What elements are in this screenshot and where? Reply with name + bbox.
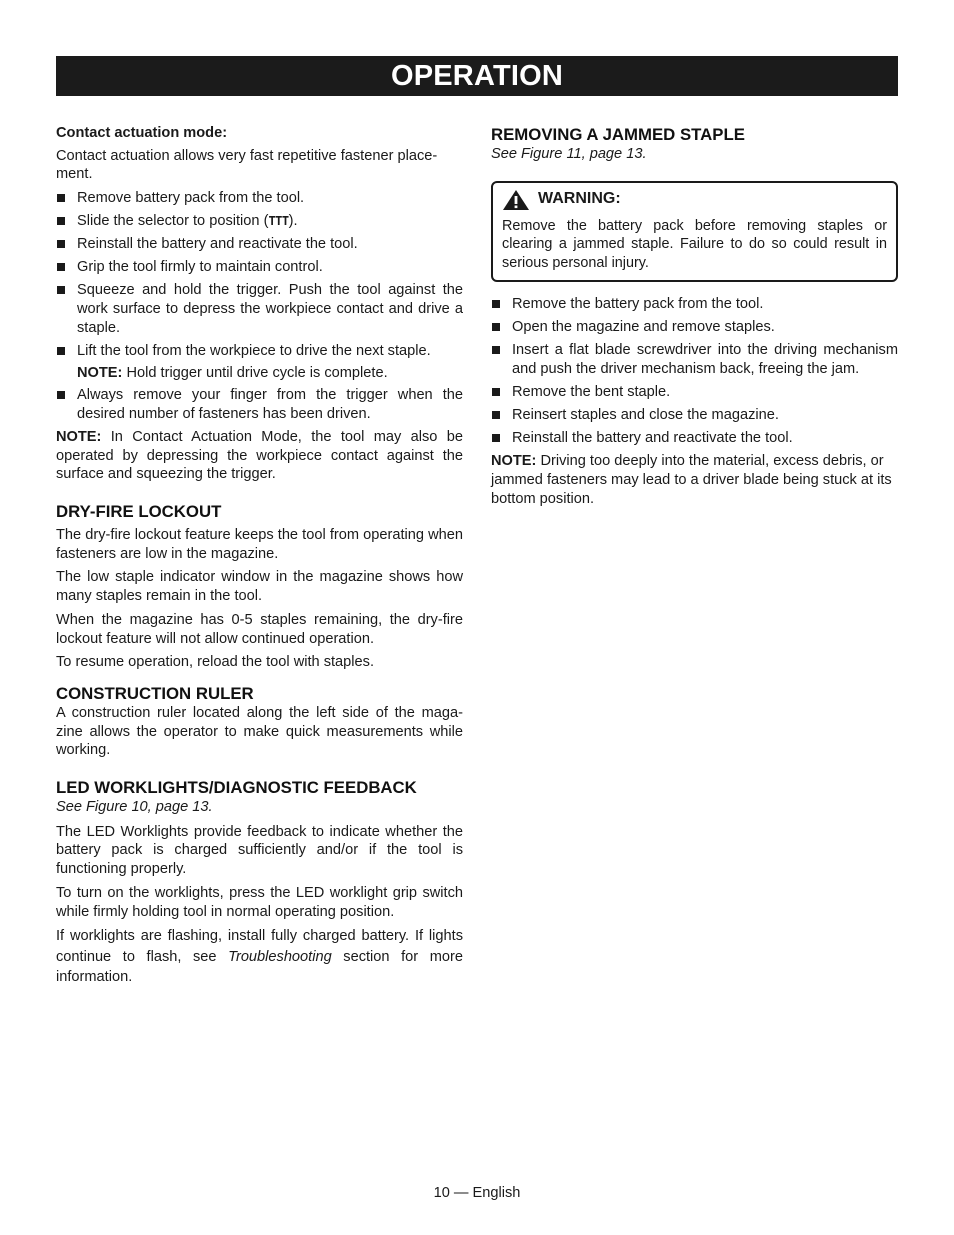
bullet-square-icon (492, 411, 500, 419)
led-paragraph: If worklights are flashing, install fully charged battery. If lights continue to flash, see Troubleshooting section for more information. (56, 928, 463, 986)
jam-removal-steps (491, 295, 898, 447)
list-item: Reinsert staples and close the magazine. (491, 406, 898, 425)
construction-ruler-heading: CONSTRUCTION RULER (56, 683, 254, 703)
warning-header (502, 189, 887, 211)
list-item: Reinstall the battery and reactivate the tool. (491, 429, 898, 448)
bullet-square-icon (492, 300, 500, 308)
bullet-square-icon (492, 388, 500, 396)
dry-fire-paragraph: The dry-fire lockout feature keeps the tool from operating when fasteners are low in the magazine. (56, 527, 463, 562)
figure-reference: See Figure 11, page 13. (491, 146, 647, 162)
list-item: Insert a flat blade screwdriver into the driving mechanism and push the driver mechanism back, freeing the jam. (491, 341, 898, 378)
right-column (491, 124, 898, 513)
led-paragraph: The LED Worklights provide feedback to indicate whether the battery pack is charged sufficiently and/or if the tool is functioning properly. (56, 823, 463, 878)
contact-mode-symbol-icon: TTT (268, 214, 289, 229)
contact-mode-note: NOTE: In Contact Actuation Mode, the tool may also be operated by depressing the workpiece contact against the surface and squeezing the trigger. (56, 428, 463, 483)
bullet-square-icon (492, 323, 500, 331)
bullet-square-icon (57, 217, 65, 225)
bullet-square-icon (57, 391, 65, 399)
bullet-square-icon (492, 346, 500, 354)
contact-mode-intro: Contact actuation allows very fast repetitive fastener place- ment. (56, 147, 438, 183)
bullet-square-icon (57, 263, 65, 271)
trigger-subnote: NOTE: Hold trigger until drive cycle is complete. (77, 364, 388, 381)
page-number: 10 — English (433, 1185, 521, 1201)
figure-reference: See Figure 10, page 13. (56, 799, 213, 816)
contact-mode-steps-continued (56, 386, 463, 423)
list-item: Open the magazine and remove staples. (491, 318, 898, 337)
warning-label: WARNING: (538, 190, 621, 208)
list-item: Remove the bent staple. (491, 383, 898, 402)
dry-fire-paragraph: To resume operation, reload the tool with staples. (56, 654, 374, 671)
left-column (56, 124, 463, 993)
list-item: Slide the selector to position (TTT). (56, 212, 463, 231)
led-paragraph: To turn on the worklights, press the LED worklight grip switch while firmly holding tool in normal operating position. (56, 884, 463, 920)
list-item: Grip the tool firmly to maintain control. (56, 258, 463, 277)
bullet-square-icon (492, 434, 500, 442)
list-item: Reinstall the battery and reactivate the tool. (56, 235, 463, 254)
contact-mode-title: Contact actuation mode: (56, 125, 228, 141)
led-worklights-heading: LED WORKLIGHTS/DIAGNOSTIC FEEDBACK (56, 778, 417, 798)
list-item: Squeeze and hold the trigger. Push the tool against the work surface to depress the workpiece contact and drive a staple. (56, 281, 463, 337)
warning-box (491, 181, 898, 283)
page-title: OPERATION (390, 60, 564, 92)
dry-fire-paragraph: When the magazine has 0-5 staples remaining, the dry-fire lockout feature will not allow continued operation. (56, 611, 463, 647)
dry-fire-paragraph: The low staple indicator window in the magazine shows how many staples remain in the tool. (56, 569, 463, 605)
bullet-square-icon (57, 240, 65, 248)
jammed-staple-heading: REMOVING A JAMMED STAPLE (491, 125, 745, 144)
list-item: Always remove your finger from the trigger when the desired number of fasteners has been driven. (56, 386, 463, 423)
section-banner (56, 56, 898, 96)
construction-ruler-text: A construction ruler located along the left side of the maga- zine allows the operator to make quick measurements while working. (56, 704, 463, 759)
list-item: Remove battery pack from the tool. (56, 189, 463, 208)
bullet-square-icon (57, 286, 65, 294)
dry-fire-heading: DRY-FIRE LOCKOUT (56, 502, 222, 522)
bullet-square-icon (57, 194, 65, 202)
contact-mode-steps (56, 189, 463, 360)
list-item: Remove the battery pack from the tool. (491, 295, 898, 314)
page-footer (0, 1184, 954, 1203)
warning-triangle-icon (502, 189, 530, 211)
jam-note: NOTE: Driving too deeply into the material, excess debris, or jammed fasteners may lead to a driver blade being stuck at its bottom position. (491, 453, 892, 507)
bullet-square-icon (57, 347, 65, 355)
warning-text: Remove the battery pack before removing staples or clearing a jammed staple. Failure to do so could result in serious personal injury. (502, 217, 887, 271)
list-item: Lift the tool from the workpiece to drive the next staple. (56, 342, 463, 361)
